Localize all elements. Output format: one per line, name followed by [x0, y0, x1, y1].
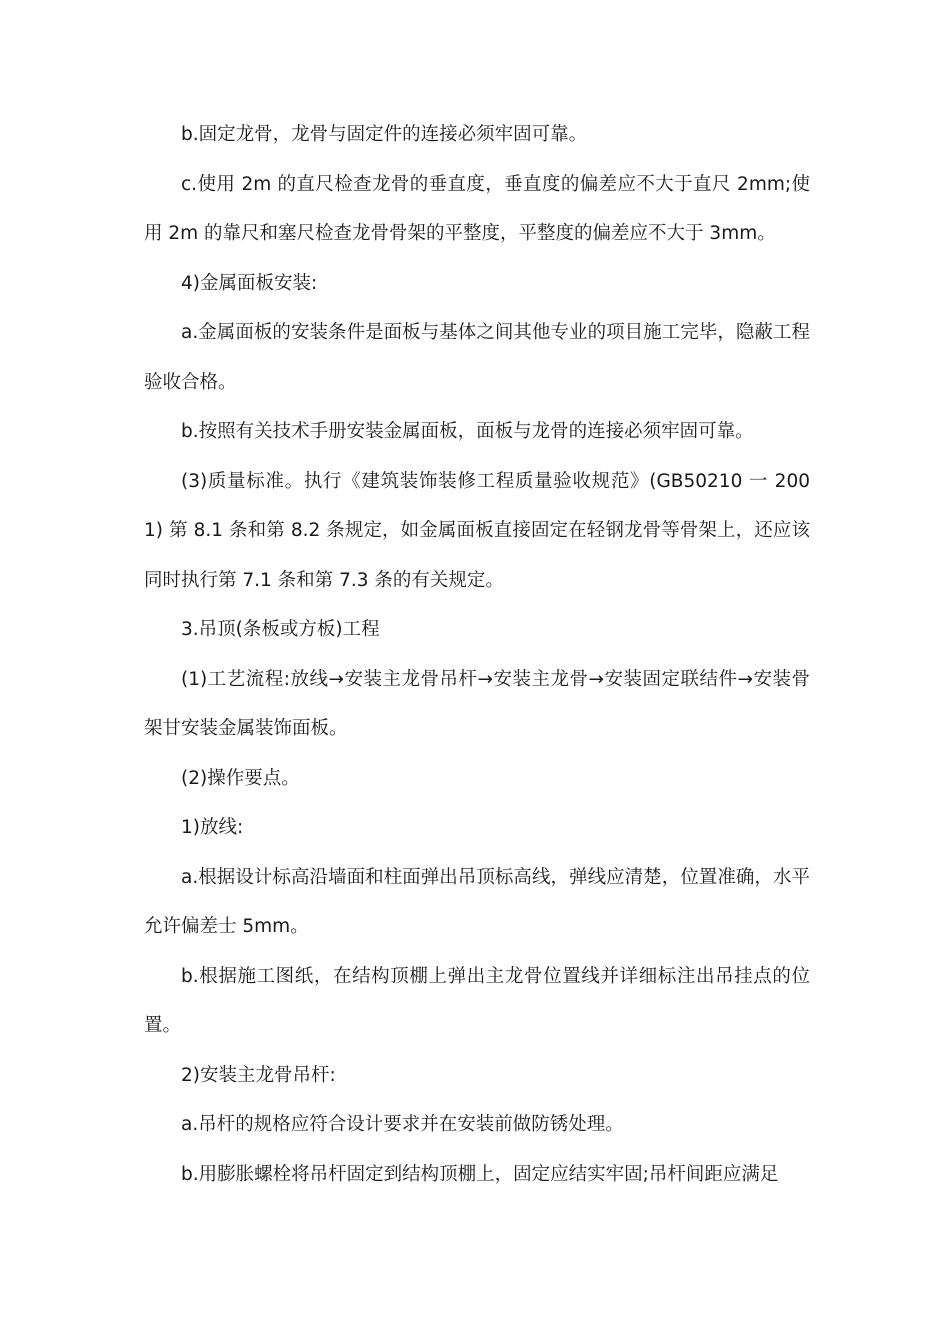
paragraph: b.按照有关技术手册安装金属面板，面板与龙骨的连接必须牢固可靠。: [181, 421, 754, 442]
paragraph-heading: 1)放线:: [181, 817, 244, 838]
paragraph: a.金属面板的安装条件是面板与基体之间其他专业的项目施工完毕，隐蔽工程验收合格。: [144, 322, 810, 393]
paragraph: (3)质量标准。执行《建筑装饰装修工程质量验收规范》(GB50210 一 2001) 第 8.1 条和第 8.2 条规定，如金属面板直接固定在轻钢龙骨等骨架上，还应该同时执行第 7.1 条和第 7.3 条的有关规定。: [144, 470, 810, 591]
paragraph: b.用膨胀螺栓将吊杆固定到结构顶棚上，固定应结实牢固;吊杆间距应满足: [181, 1163, 779, 1185]
section-heading: 3.吊顶(条板或方板)工程: [181, 619, 380, 640]
paragraph-heading: (2)操作要点。: [181, 767, 300, 789]
paragraph-heading: 2)安装主龙骨吊杆:: [181, 1064, 336, 1086]
paragraph: a.吊杆的规格应符合设计要求并在安装前做防锈处理。: [181, 1114, 624, 1135]
paragraph-heading: 4)金属面板安装:: [181, 272, 318, 294]
paragraph: c.使用 2m 的直尺检查龙骨的垂直度，垂直度的偏差应不大于直尺 2mm;使用 2m 的靠尺和塞尺检查龙骨骨架的平整度，平整度的偏差应不大于 3mm。: [144, 173, 810, 244]
paragraph: b.根据施工图纸，在结构顶棚上弹出主龙骨位置线并详细标注出吊挂点的位置。: [144, 965, 810, 1036]
paragraph: b.固定龙骨，龙骨与固定件的连接必须牢固可靠。: [181, 124, 588, 145]
paragraph: a.根据设计标高沿墙面和柱面弹出吊顶标高线，弹线应清楚，位置准确，水平允许偏差士 5mm。: [144, 866, 810, 937]
paragraph: (1)工艺流程:放线→安装主龙骨吊杆→安装主龙骨→安装固定联结件→安装骨架甘安装金属装饰面板。: [144, 668, 810, 739]
document-body: [144, 110, 810, 1199]
